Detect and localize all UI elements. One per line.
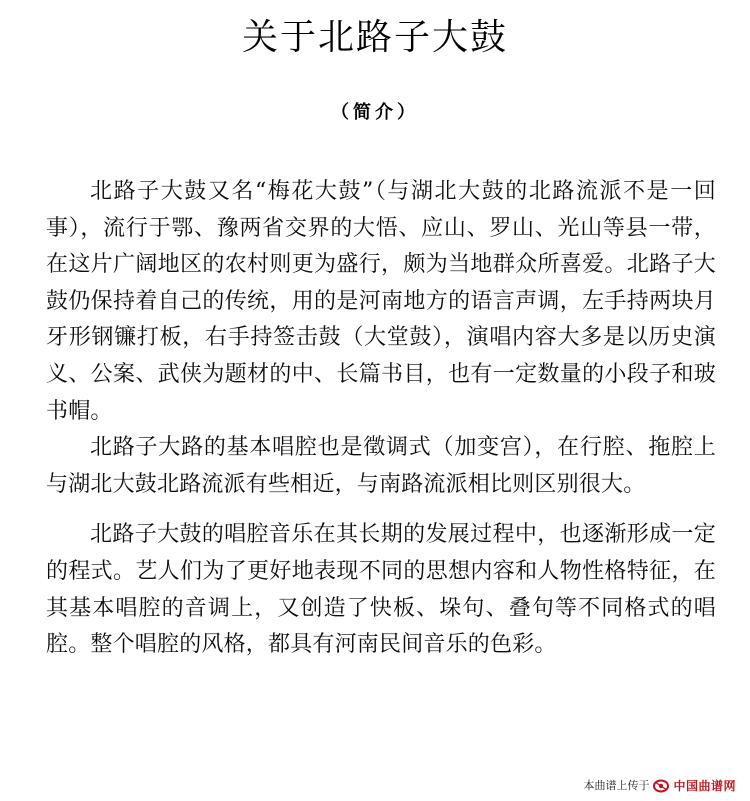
music-site-logo-icon <box>653 778 669 792</box>
paragraph-2: 北路子大路的基本唱腔也是徵调式（加变宫），在行腔、拖腔上与湖北大鼓北路流派有些相近，与南路流派相比则区别很大。 <box>46 435 716 497</box>
article-body <box>46 174 716 664</box>
site-logo-text: 中国曲谱网 <box>673 778 736 793</box>
page-subtitle: （简介） <box>331 102 419 123</box>
upload-note: 本曲谱上传于 <box>583 779 650 792</box>
paragraph-1: 北路子大鼓又名“梅花大鼓”（与湖北大鼓的北路流派不是一回事），流行于鄂、豫两省交界的大悟、应山、罗山、光山等县一带，在这片广阔地区的农村则更为盛行，颇为当地群众所喜爱。北路子大鼓仍保持着自己的传统，用的是河南地方的语言声调，左手持两块月牙形钢镰打板，右手持签击鼓（大堂鼓），演唱内容大多是以历史演义、公案、武侠为题材的中、长篇书目，也有一定数量的小段子和玻书帽。 <box>46 179 716 424</box>
page-title: 关于北路子大鼓 <box>241 17 508 58</box>
source-footer <box>583 775 736 795</box>
paragraph-3: 北路子大鼓的唱腔音乐在其长期的发展过程中，也逐渐形成一定的程式。艺人们为了更好地表现不同的思想内容和人物性格特征，在其基本唱腔的音调上，又创造了快板、垛句、叠句等不同格式的唱腔。整个唱腔的风格，都具有河南民间音乐的色彩。 <box>46 522 716 658</box>
